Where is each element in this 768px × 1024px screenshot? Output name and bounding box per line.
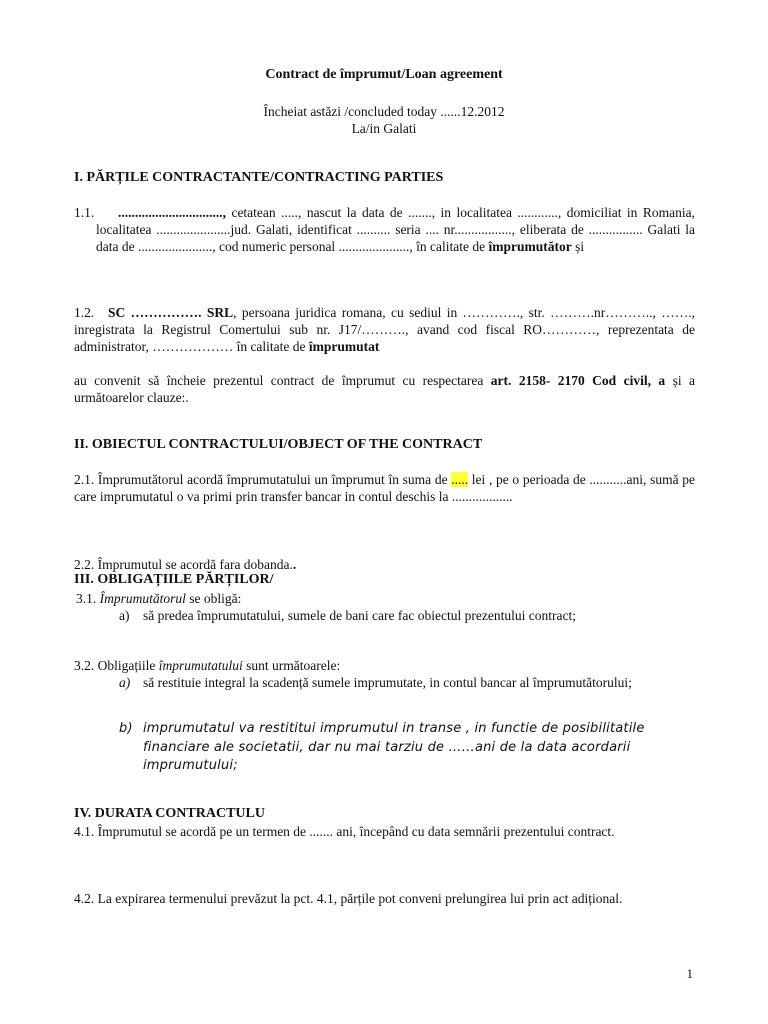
clause-2-2-dot: . [292, 557, 297, 572]
clause-1-1-number: 1.1. [74, 205, 95, 220]
clause-3-1-a: să predea împrumutatului, sumele de bani care fac obiectul prezentului contract; [143, 608, 576, 623]
clause-3-2-text: sunt următoarele: [242, 658, 341, 673]
clause-1-2 [74, 304, 695, 355]
clause-2-1 [74, 471, 695, 505]
agreement-text: au convenit să încheie prezentul contract de împrumut cu respectarea [74, 373, 491, 388]
clause-2-2-text: 2.2. Împrumutul se acordă fara dobanda. [74, 557, 293, 572]
loan-amount-blank: ..... [451, 472, 469, 487]
agreement-statement [74, 372, 695, 406]
lender-party: Împrumutătorul [99, 591, 186, 606]
section-2-heading: II. OBIECTUL CONTRACTULUI/OBJECT OF THE CONTRACT [74, 437, 483, 452]
borrower-role: împrumutat [308, 339, 380, 354]
clause-3-1 [76, 590, 676, 607]
page-number: 1 [686, 966, 693, 981]
clause-1-2-text: , persoana juridica romana, cu sediul in …………., str. ……….nr……….., ……., inregistrata la Registrul Comertului sub nr. J17/………., avand cod fiscal RO…………, reprezentata de administrator, ……………… în calitate de [74, 305, 695, 354]
contract-location: La/in Galati [351, 121, 417, 136]
lender-role: împrumutător [488, 239, 572, 254]
section-4-heading: IV. DURATA CONTRACTULU [74, 806, 265, 821]
concluded-date: Încheiat astăzi /concluded today ......12.2012 [263, 104, 505, 119]
party-1-name-blank: ..............................., [118, 205, 226, 220]
borrower-party: împrumutatului [158, 658, 243, 673]
company-name-blank: SC ……………. [108, 305, 202, 320]
agreement-end: și a următoarelor clauze:. [74, 373, 695, 405]
clause-3-2-a-marker: a) [119, 675, 131, 690]
contract-title: Contract de împrumut/Loan agreement [265, 67, 503, 82]
clause-1-1-text: cetatean ....., nascut la data de ......., in localitatea ............, domiciliat in Romania, localitatea ......................jud. Galati, identificat .......... seria .... nr................., eliberata de ................ Galati la data de ......................, cod numeric personal ....................., în calitate de [96, 205, 695, 254]
clause-2-1-end: lei , pe o perioada de ...........ani, sumă pe care imprumutatul o va primi prin transfer bancar in contul deschis la .................. [74, 472, 695, 504]
clause-2-2 [74, 556, 695, 573]
clause-3-2-b: imprumutatul va restititui imprumutul in transe , in functie de posibilitatile financiare ale societatii, dar nu mai tarziu de ……ani de la data acordarii imprumutului; [143, 721, 645, 773]
clause-3-2 [74, 657, 695, 674]
company-type: SRL [206, 305, 234, 320]
section-1-heading: I. PĂRȚILE CONTRACTANTE/CONTRACTING PARTIES [74, 170, 444, 185]
civil-code-reference: art. 2158- 2170 Cod civil, a [490, 373, 666, 388]
clause-3-2-a: să restituie integral la scadență sumele imprumutate, in contul bancar al împrumutătorului; [143, 675, 632, 690]
clause-1-1 [96, 204, 695, 255]
clause-4-2: 4.2. La expirarea termenului prevăzut la pct. 4.1, părțile pot conveni prelungirea lui prin act adițional. [74, 891, 623, 906]
clause-3-1-a-marker: a) [119, 608, 130, 623]
clause-3-1-text: se obligă: [185, 591, 242, 606]
clause-1-1-end: și [571, 239, 585, 254]
clause-3-2-b-marker: b) [119, 721, 133, 736]
section-3-heading: III. OBLIGAȚIILE PĂRȚILOR/ [74, 572, 274, 587]
clause-3-2-number: 3.2. Obligațiile [74, 658, 159, 673]
clause-4-1: 4.1. Împrumutul se acordă pe un termen de ....... ani, începând cu data semnării prezentului contract. [74, 824, 615, 839]
clause-2-1-text: 2.1. Împrumutătorul acordă împrumutatului un împrumut în suma de [74, 472, 452, 487]
clause-3-1-number: 3.1. [76, 591, 100, 606]
clause-1-2-number: 1.2. [74, 305, 95, 320]
